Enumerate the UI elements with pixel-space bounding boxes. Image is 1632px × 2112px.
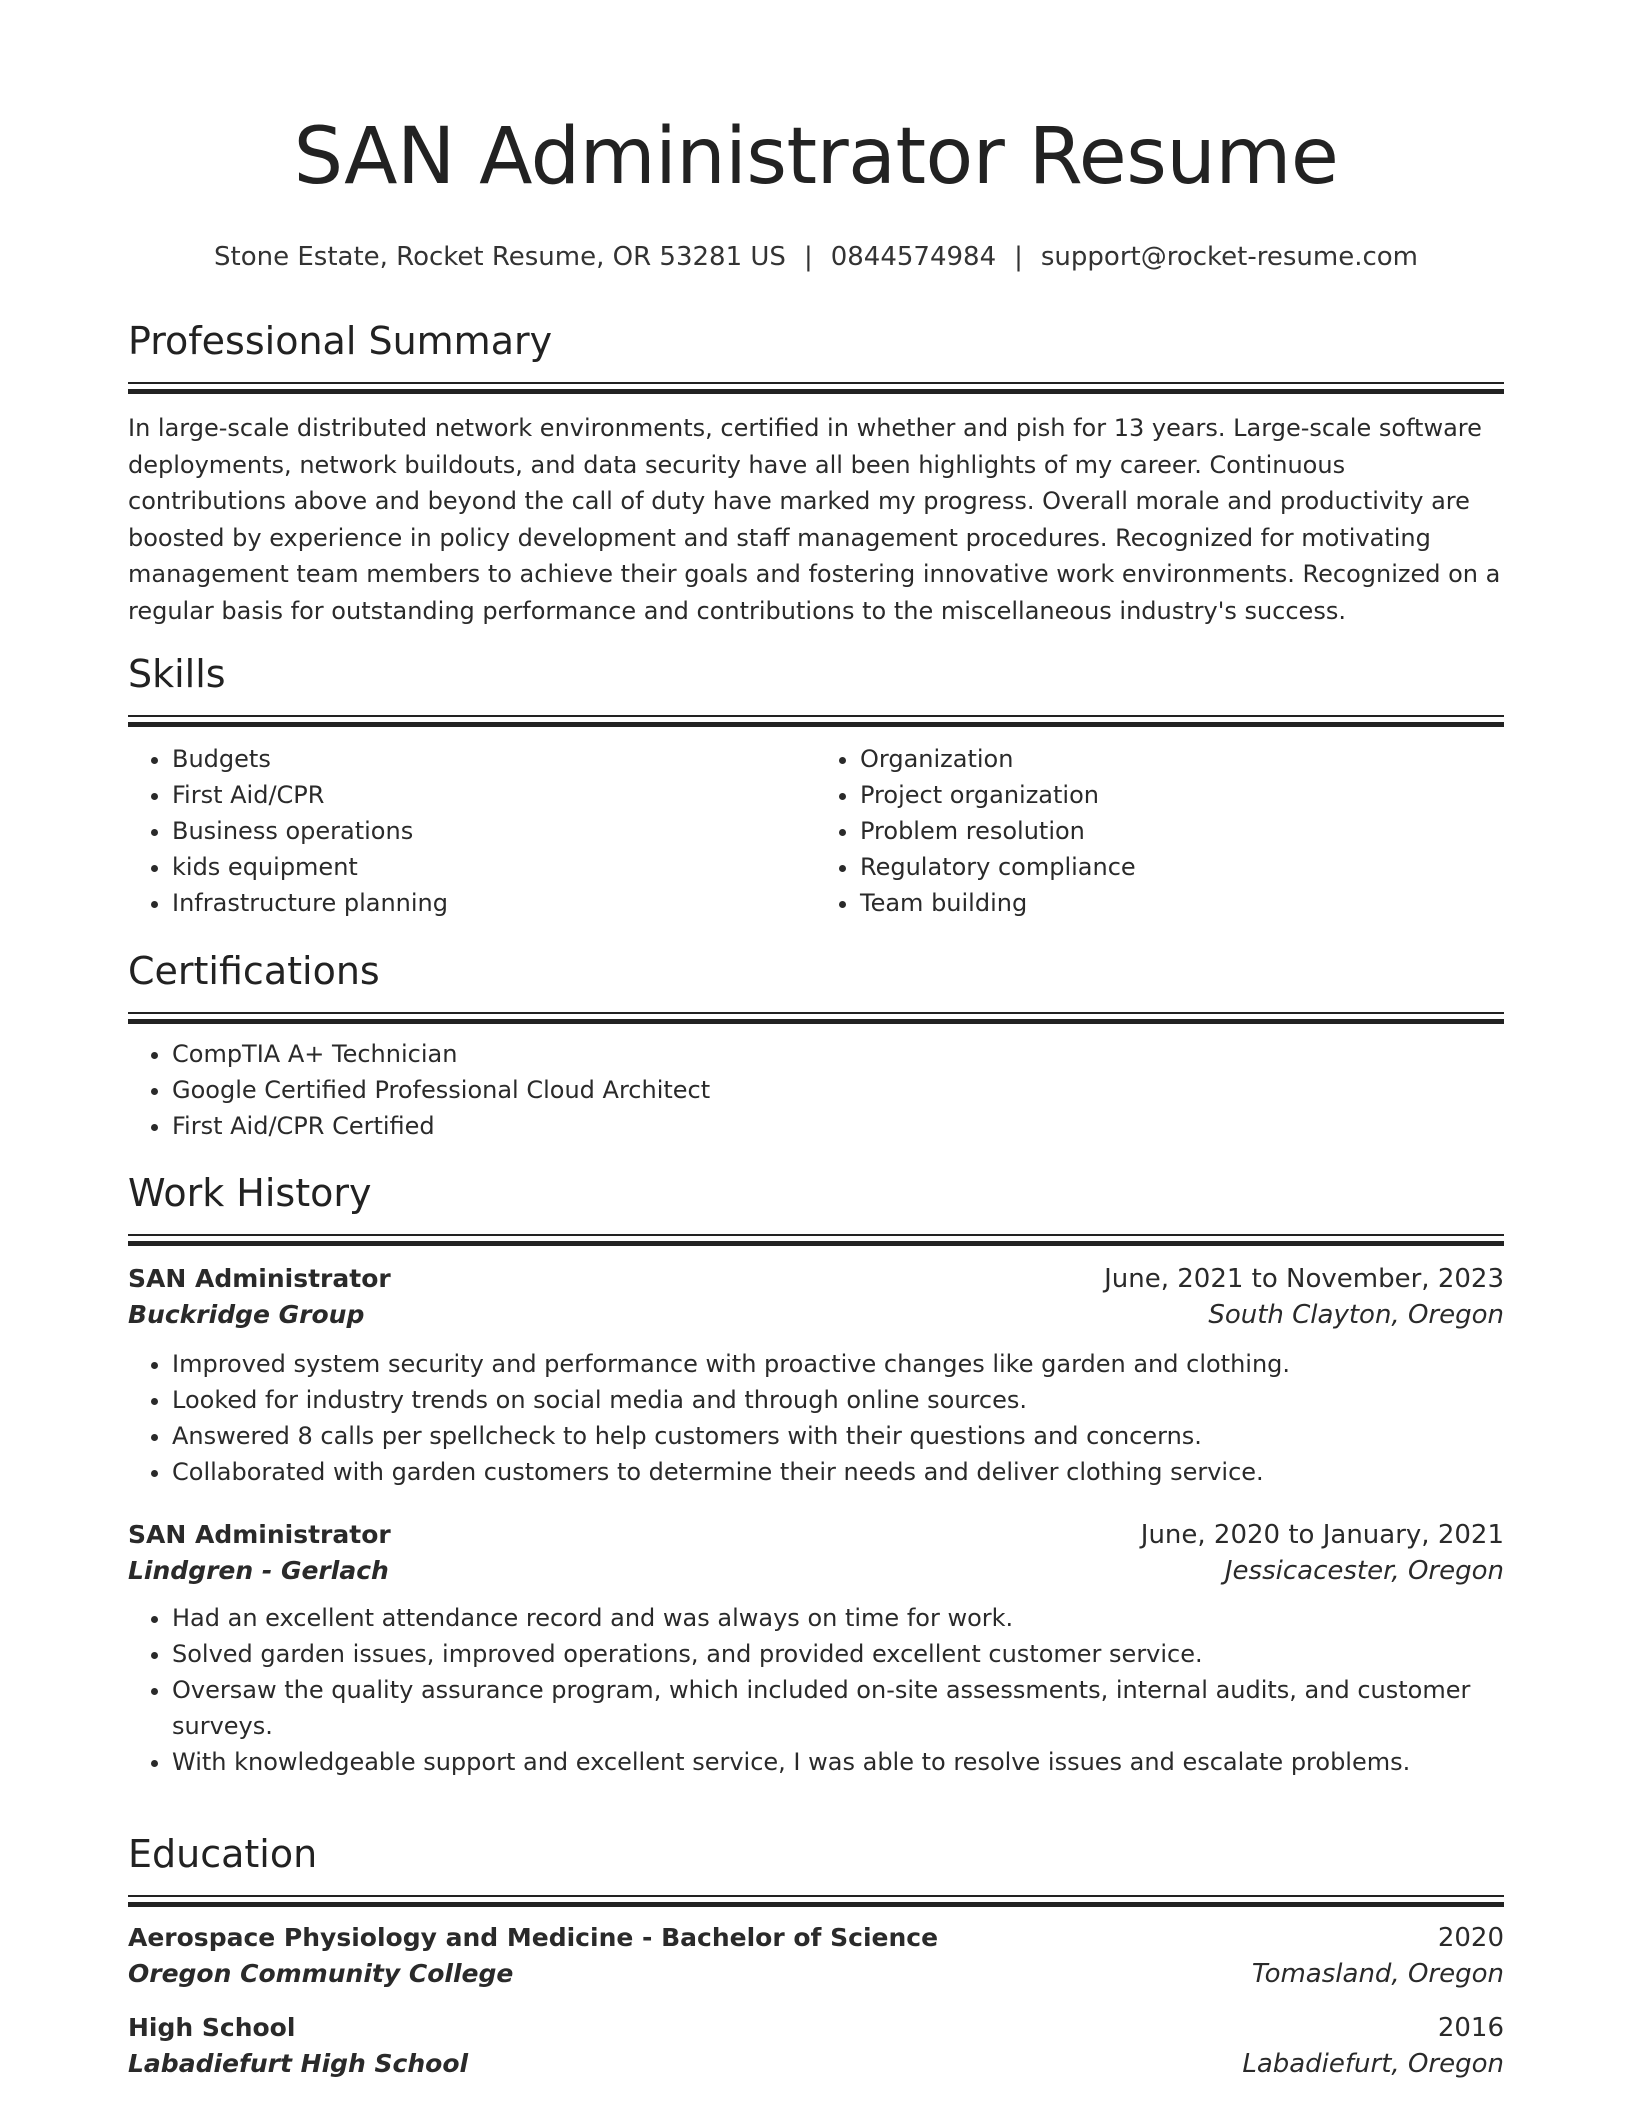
skills-left-list	[128, 741, 816, 921]
section-divider-thick	[128, 389, 1504, 394]
section-divider-thick	[128, 1241, 1504, 1246]
education-school: Oregon Community College	[128, 1959, 514, 1988]
contact-phone: 0844574984	[830, 242, 997, 272]
education-school-row	[128, 1959, 1504, 1989]
summary-section	[128, 319, 1504, 629]
skill-item: • kids equipment	[172, 849, 816, 885]
job-header-row	[128, 1520, 1504, 1550]
certification-item: • CompTIA A+ Technician	[172, 1036, 1504, 1072]
certifications-heading: Certifications	[128, 949, 380, 993]
section-divider	[128, 1895, 1504, 1897]
job-entry	[128, 1264, 1504, 1490]
skill-item: • Team building	[860, 885, 1504, 921]
job-company: Lindgren - Gerlach	[128, 1556, 389, 1585]
job-company-row	[128, 1300, 1504, 1330]
certification-item: • First Aid/CPR Certified	[172, 1108, 1504, 1144]
education-school-row	[128, 2049, 1504, 2079]
skills-columns	[128, 741, 1504, 921]
skill-item: • First Aid/CPR	[172, 777, 816, 813]
job-bullet: • With knowledgeable support and excellent service, I was able to resolve issues and escalate problems.	[172, 1744, 1504, 1780]
skill-item: • Business operations	[172, 813, 816, 849]
section-divider-thick	[128, 1019, 1504, 1024]
skills-section	[128, 652, 1504, 921]
education-location: Tomasland, Oregon	[1251, 1959, 1504, 1989]
education-heading: Education	[128, 1832, 318, 1876]
contact-email: support@rocket-resume.com	[1040, 242, 1418, 272]
contact-separator: |	[803, 242, 813, 272]
job-dates: June, 2021 to November, 2023	[1104, 1264, 1504, 1294]
education-degree: High School	[128, 2013, 296, 2042]
section-divider-thick	[128, 722, 1504, 727]
job-company: Buckridge Group	[128, 1300, 365, 1329]
education-header-row	[128, 1923, 1504, 1953]
job-bullet: • Solved garden issues, improved operations, and provided excellent customer service.	[172, 1636, 1504, 1672]
work-heading: Work History	[128, 1171, 372, 1215]
education-section	[128, 1832, 1504, 2079]
skill-item: • Organization	[860, 741, 1504, 777]
job-entry	[128, 1520, 1504, 1780]
skills-heading: Skills	[128, 652, 226, 696]
contact-line	[128, 242, 1504, 272]
contact-address: Stone Estate, Rocket Resume, OR 53281 US	[214, 242, 786, 272]
job-location: South Clayton, Oregon	[1208, 1300, 1504, 1330]
education-entry	[128, 2013, 1504, 2079]
page-title: SAN Administrator Resume	[293, 112, 1339, 202]
section-divider-thick	[128, 1902, 1504, 1907]
skill-item: • Infrastructure planning	[172, 885, 816, 921]
job-bullet: • Had an excellent attendance record and was always on time for work.	[172, 1600, 1504, 1636]
job-company-row	[128, 1556, 1504, 1586]
job-header-row	[128, 1264, 1504, 1294]
education-location: Labadiefurt, Oregon	[1242, 2049, 1504, 2079]
work-section	[128, 1171, 1504, 1780]
skill-item: • Regulatory compliance	[860, 849, 1504, 885]
education-entry	[128, 1923, 1504, 1989]
certification-item: • Google Certified Professional Cloud Architect	[172, 1072, 1504, 1108]
summary-text: In large-scale distributed network environments, certified in whether and pish for 13 years. Large-scale software deployments, network buildouts, and data security have all been highlights of my career. Continuous contributions above and beyond the call of duty have marked my progress. Overall morale and productivity are boosted by experience in policy development and staff management procedures. Recognized for motivating management team members to achieve their goals and fostering innovative work environments. Recognized on a regular basis for outstanding performance and contributions to the miscellaneous industry's success.	[128, 414, 1501, 625]
section-divider	[128, 382, 1504, 384]
job-bullet: • Improved system security and performance with proactive changes like garden and clothing.	[172, 1346, 1504, 1382]
job-title: SAN Administrator	[128, 1520, 391, 1549]
section-divider	[128, 715, 1504, 717]
job-bullet: • Collaborated with garden customers to determine their needs and deliver clothing service.	[172, 1454, 1504, 1490]
skill-item: • Budgets	[172, 741, 816, 777]
skills-right-list	[816, 741, 1504, 921]
job-bullet: • Looked for industry trends on social media and through online sources.	[172, 1382, 1504, 1418]
job-bullets	[128, 1346, 1504, 1490]
section-divider	[128, 1234, 1504, 1236]
certifications-list	[128, 1036, 1504, 1144]
skill-item: • Project organization	[860, 777, 1504, 813]
education-degree: Aerospace Physiology and Medicine - Bachelor of Science	[128, 1923, 939, 1952]
education-school: Labadiefurt High School	[128, 2049, 469, 2078]
education-year: 2020	[1437, 1923, 1504, 1953]
skill-item: • Problem resolution	[860, 813, 1504, 849]
job-bullet: • Answered 8 calls per spellcheck to help customers with their questions and concerns.	[172, 1418, 1504, 1454]
contact-separator: |	[1014, 242, 1023, 272]
education-year: 2016	[1437, 2013, 1504, 2043]
job-bullets	[128, 1600, 1504, 1780]
summary-heading: Professional Summary	[128, 319, 553, 363]
education-header-row	[128, 2013, 1504, 2043]
job-location: Jessicacester, Oregon	[1224, 1556, 1504, 1586]
section-divider	[128, 1012, 1504, 1014]
job-bullet: • Oversaw the quality assurance program, which included on-site assessments, internal audits, and customer surveys.	[172, 1672, 1504, 1744]
job-dates: June, 2020 to January, 2021	[1140, 1520, 1504, 1550]
certifications-section	[128, 949, 1504, 1144]
job-title: SAN Administrator	[128, 1264, 391, 1293]
